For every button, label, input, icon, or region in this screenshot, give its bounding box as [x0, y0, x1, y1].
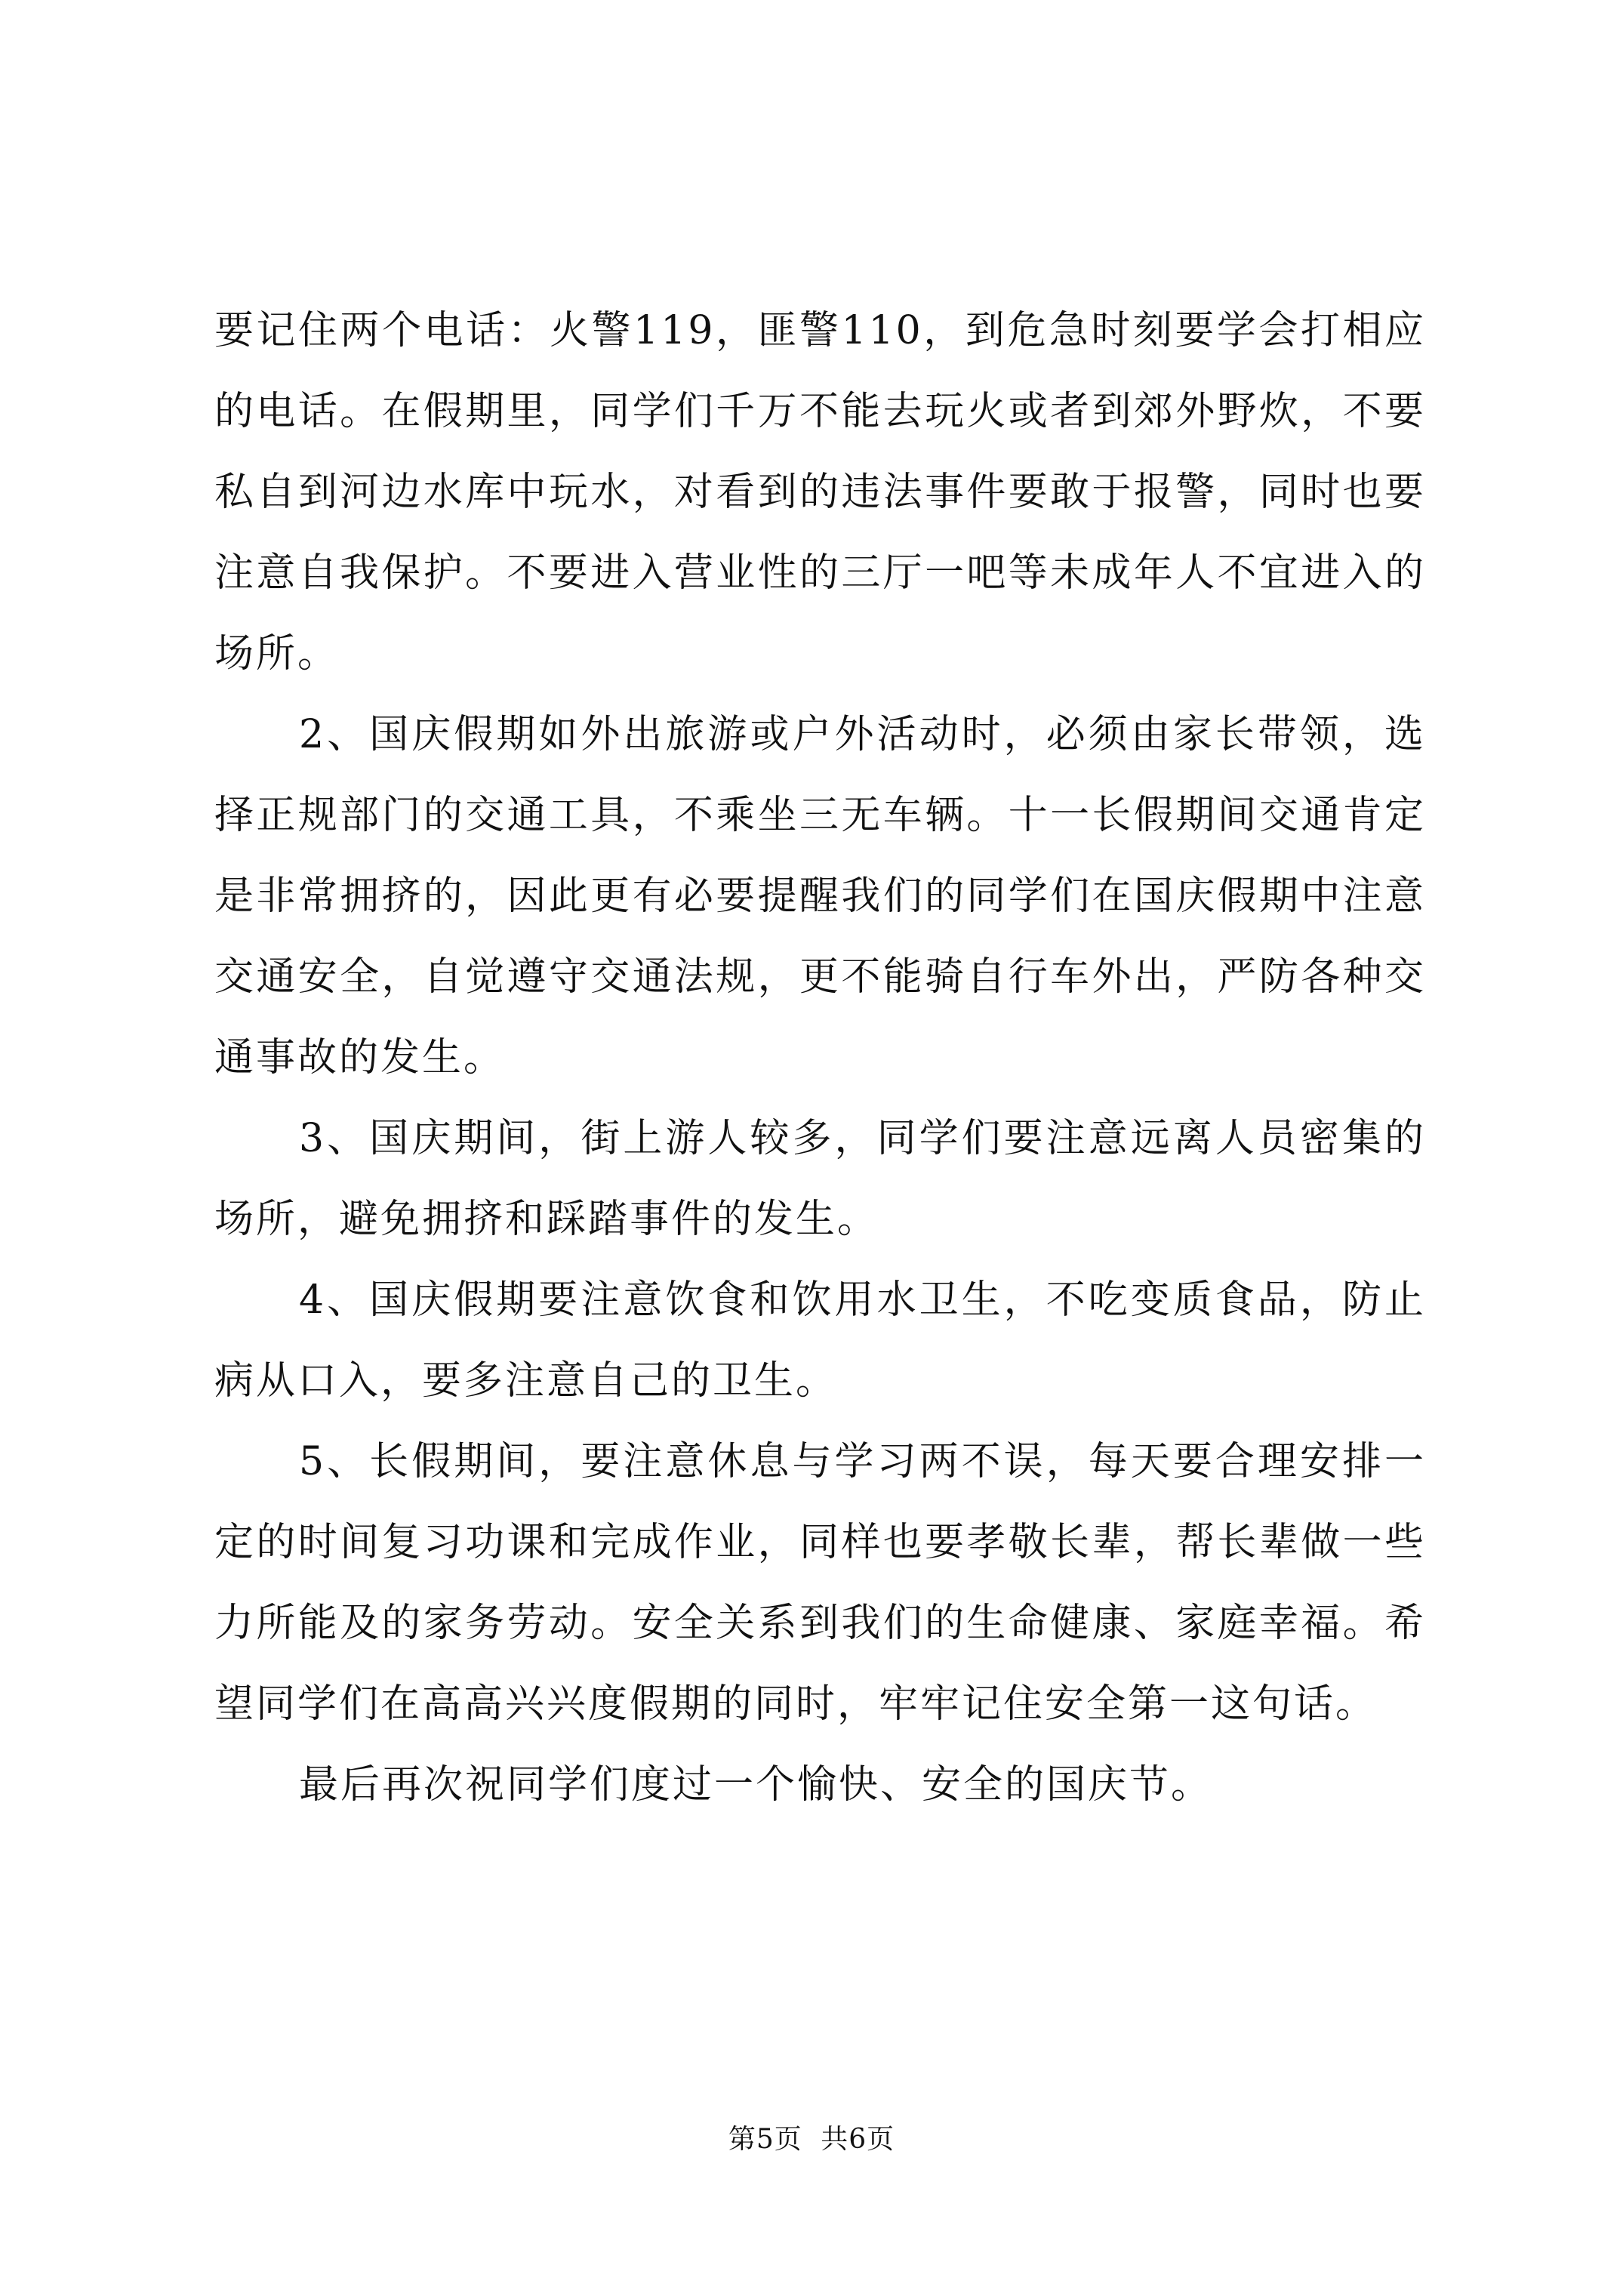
page-number: 第5页 [728, 2124, 802, 2155]
page-total: 共6页 [821, 2124, 895, 2155]
paragraph-closing-wish: 最后再次祝同学们度过一个愉快、安全的国庆节。 [299, 1762, 1213, 1808]
document-body [214, 291, 1426, 1826]
page-footer [0, 2122, 1623, 2158]
paragraph-travel-safety: 2、国庆假期如外出旅游或户外活动时，必须由家长带领，选择正规部门的交通工具，不乘坐三无车辆。十一长假期间交通肯定是非常拥挤的，因此更有必要提醒我们的同学们在国庆假期中注意交通安全，自觉遵守交通法规，更不能骑自行车外出，严防各种交通事故的发生。 [214, 712, 1426, 1080]
paragraph-crowd-safety: 3、国庆期间，街上游人较多，同学们要注意远离人员密集的场所，避免拥挤和踩踏事件的发生。 [214, 1116, 1426, 1242]
paragraph-study-rest: 5、长假期间，要注意休息与学习两不误，每天要合理安排一定的时间复习功课和完成作业，同样也要孝敬长辈，帮长辈做一些力所能及的家务劳动。安全关系到我们的生命健康、家庭幸福。希望同学们在高高兴兴度假期的同时，牢牢记住安全第一这句话。 [214, 1439, 1426, 1727]
paragraph-food-hygiene: 4、国庆假期要注意饮食和饮用水卫生，不吃变质食品，防止病从口入，要多注意自己的卫生。 [214, 1277, 1426, 1404]
paragraph-emergency-phones: 要记住两个电话：火警119，匪警110，到危急时刻要学会打相应的电话。在假期里，同学们千万不能去玩火或者到郊外野炊，不要私自到河边水库中玩水，对看到的违法事件要敢于报警，同时也要注意自我保护。不要进入营业性的三厅一吧等未成年人不宜进入的场所。 [214, 308, 1426, 676]
